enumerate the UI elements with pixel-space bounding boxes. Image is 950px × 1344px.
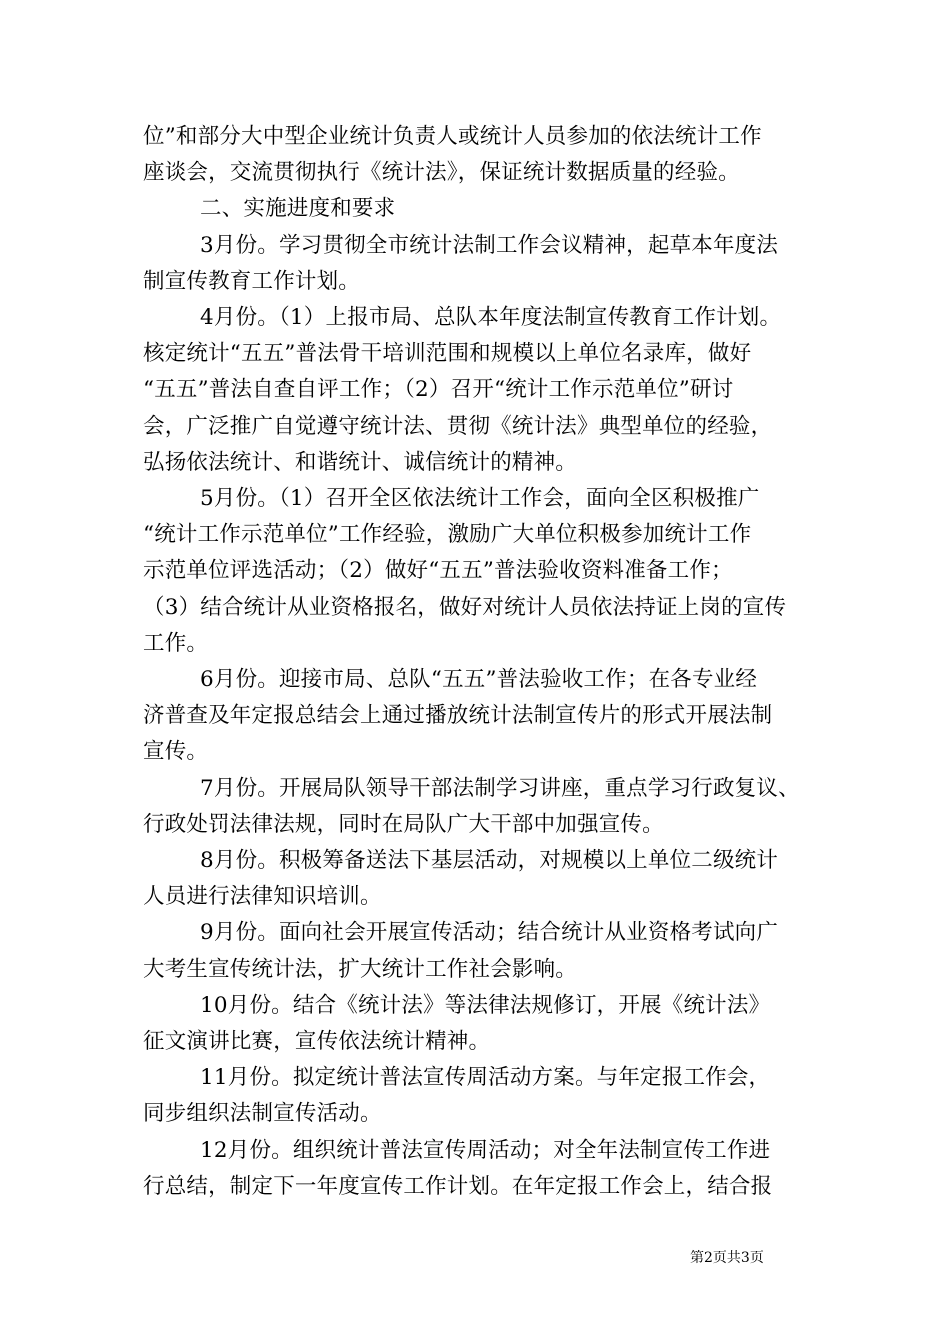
section-heading [143, 191, 811, 227]
page-number: 第2页共3页 [690, 1250, 764, 1266]
text-line: 行政处罚法律法规，同时在局队广大干部中加强宣传。 [143, 811, 664, 837]
text-line: 核定统计“五五”普法骨干培训范围和规模以上单位名录库，做好 [143, 341, 752, 367]
text-line: 10月份。结合《统计法》等法律法规修订，开展《统计法》 [200, 992, 771, 1018]
text-line: 示范单位评选活动；（2）做好“五五”普法验收资料准备工作； [143, 558, 733, 584]
text-line: 6月份。迎接市局、总队“五五”普法验收工作；在各专业经 [200, 667, 758, 693]
text-line: “五五”普法自查自评工作；（2）召开“统计工作示范单位”研讨 [143, 377, 734, 403]
paragraph-may [143, 481, 811, 662]
text-line: 二、实施进度和要求 [200, 196, 396, 222]
text-line: 座谈会，交流贯彻执行《统计法》，保证统计数据质量的经验。 [143, 160, 740, 186]
paragraph-july [143, 771, 811, 843]
text-line: 7月份。开展局队领导干部法制学习讲座，重点学习行政复议、 [200, 775, 800, 801]
paragraph-continuation [143, 119, 811, 191]
text-line: 12月份。组织统计普法宣传周活动；对全年法制宣传工作进 [200, 1137, 771, 1163]
text-line: 大考生宣传统计法，扩大统计工作社会影响。 [143, 956, 578, 982]
paragraph-august [143, 843, 811, 915]
paragraph-september [143, 915, 811, 987]
paragraph-november [143, 1060, 811, 1132]
text-line: 宣传。 [143, 739, 209, 765]
text-line: 工作。 [143, 630, 209, 656]
text-line: 5月份。（1）召开全区依法统计工作会，面向全区积极推广 [200, 486, 760, 512]
paragraph-april [143, 300, 811, 481]
text-line: 弘扬依法统计、和谐统计、诚信统计的精神。 [143, 449, 578, 475]
text-line: “统计工作示范单位”工作经验，激励广大单位积极参加统计工作 [143, 522, 752, 548]
text-line: 行总结，制定下一年度宣传工作计划。在年定报工作会上，结合报 [143, 1173, 773, 1199]
text-line: 11月份。拟定统计普法宣传周活动方案。与年定报工作会， [200, 1065, 771, 1091]
text-line: 征文演讲比赛，宣传依法统计精神。 [143, 1029, 491, 1055]
text-line: 会，广泛推广自觉遵守统计法、贯彻《统计法》典型单位的经验， [143, 413, 773, 439]
text-line: 9月份。面向社会开展宣传活动；结合统计从业资格考试向广 [200, 920, 779, 946]
text-line: 同步组织法制宣传活动。 [143, 1101, 382, 1127]
paragraph-october [143, 988, 811, 1060]
paragraph-december [143, 1133, 811, 1205]
paragraph-june [143, 662, 811, 771]
text-line: 位”和部分大中型企业统计负责人或统计人员参加的依法统计工作 [143, 124, 762, 149]
text-line: 3月份。学习贯彻全市统计法制工作会议精神，起草本年度法 [200, 232, 779, 258]
paragraph-march [143, 228, 811, 300]
text-line: 人员进行法律知识培训。 [143, 884, 382, 910]
text-line: 8月份。积极筹备送法下基层活动，对规模以上单位二级统计 [200, 848, 779, 874]
document-body [143, 119, 811, 1205]
text-line: （3）结合统计从业资格报名，做好对统计人员依法持证上岗的宣传 [143, 594, 787, 620]
text-line: 制宣传教育工作计划。 [143, 268, 361, 294]
text-line: 4月份。（1）上报市局、总队本年度法制宣传教育工作计划。 [200, 305, 782, 331]
text-line: 济普查及年定报总结会上通过播放统计法制宣传片的形式开展法制 [143, 703, 773, 729]
